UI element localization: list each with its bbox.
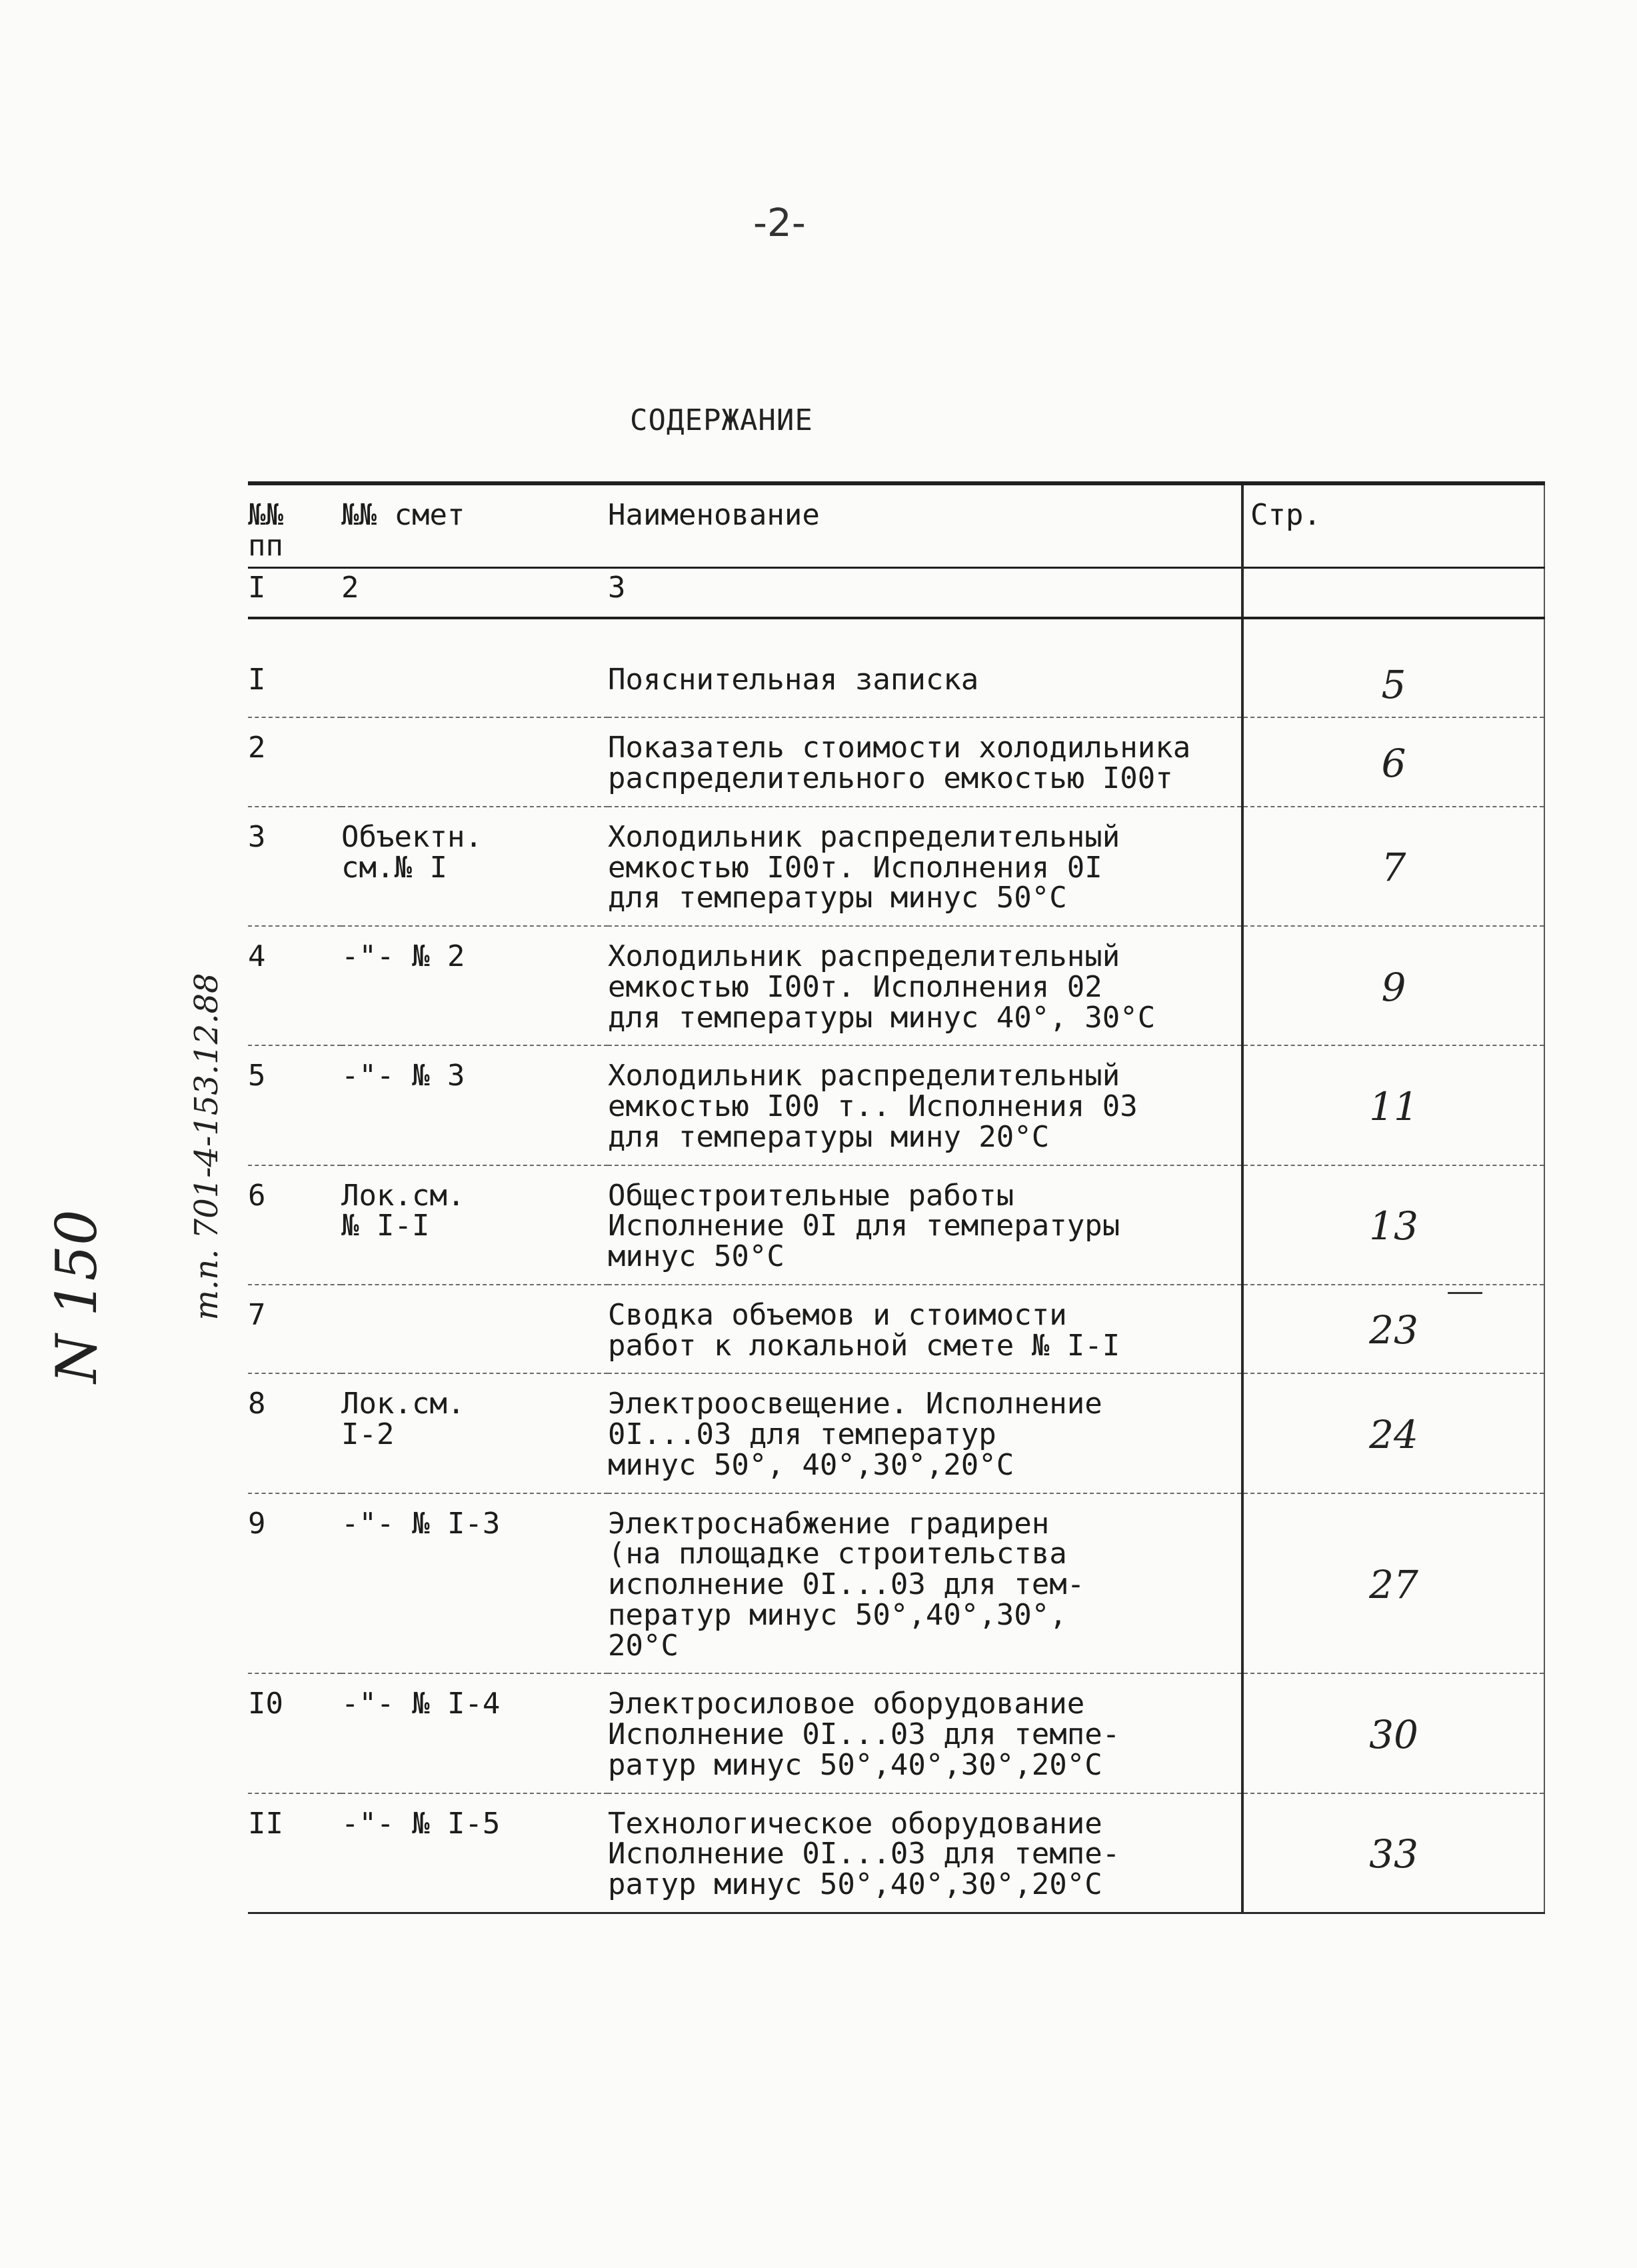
row-page-number: 6 xyxy=(1242,717,1544,807)
row-name: Пояснительная записка xyxy=(608,618,1242,717)
row-page-number: 23 xyxy=(1242,1285,1544,1374)
table-header-row xyxy=(248,483,1544,568)
contents-table xyxy=(248,481,1545,1914)
row-name: Электроснабжение градирен (на площадке строительства исполнение 0I...03 для тем- ператур минус 50°,40°,30°, 20°С xyxy=(608,1493,1242,1674)
row-page-number: 7 xyxy=(1242,807,1544,926)
row-item-number: 5 xyxy=(248,1045,341,1165)
table-row xyxy=(248,1673,1544,1793)
row-estimate-number: -"- № 3 xyxy=(341,1045,608,1165)
row-name: Электроосвещение. Исполнение 0I...03 для температур минус 50°, 40°,30°,20°С xyxy=(608,1373,1242,1493)
row-name: Технологическое оборудование Исполнение 0I...03 для темпе- ратур минус 50°,40°,30°,20°С xyxy=(608,1793,1242,1913)
row-name: Холодильник распределительный емкостью I00 т.. Исполнения 03 для температуры мину 20°С xyxy=(608,1045,1242,1165)
page-number: -2- xyxy=(753,200,806,245)
table-row xyxy=(248,1165,1544,1285)
table-row xyxy=(248,1045,1544,1165)
table-row xyxy=(248,1493,1544,1674)
row-name: Сводка объемов и стоимости работ к локальной смете № I-I xyxy=(608,1285,1242,1374)
row-item-number: I0 xyxy=(248,1673,341,1793)
row-item-number: 4 xyxy=(248,926,341,1045)
row-item-number: 2 xyxy=(248,717,341,807)
margin-handwritten-note: т.п. 701-4-153.12.88 xyxy=(188,973,225,1321)
header-page: Стр. xyxy=(1242,483,1544,568)
row-page-number: 30 xyxy=(1242,1673,1544,1793)
row-estimate-number xyxy=(341,618,608,717)
table-row xyxy=(248,1793,1544,1913)
table-row xyxy=(248,1285,1544,1374)
row-estimate-number: -"- № I-4 xyxy=(341,1673,608,1793)
row-page-number: 5 xyxy=(1242,618,1544,717)
row-page-number: 9 xyxy=(1242,926,1544,1045)
row-estimate-number: -"- № I-5 xyxy=(341,1793,608,1913)
row-item-number: II xyxy=(248,1793,341,1913)
row-item-number: 3 xyxy=(248,807,341,926)
row-estimate-number xyxy=(341,1285,608,1374)
table-row xyxy=(248,1373,1544,1493)
margin-handwritten-number: N 150 xyxy=(44,1209,109,1383)
column-index-empty xyxy=(1242,568,1544,619)
row-page-number: 11 xyxy=(1242,1045,1544,1165)
row-estimate-number: -"- № 2 xyxy=(341,926,608,1045)
row-item-number: 6 xyxy=(248,1165,341,1285)
row-page-number: 33 xyxy=(1242,1793,1544,1913)
table-row xyxy=(248,717,1544,807)
header-name: Наименование xyxy=(608,483,1242,568)
row-estimate-number: Объектн. см.№ I xyxy=(341,807,608,926)
column-index: 3 xyxy=(608,568,1242,619)
row-name: Показатель стоимости холодильника распределительного емкостью I00т xyxy=(608,717,1242,807)
row-name: Общестроительные работы Исполнение 0I для температуры минус 50°С xyxy=(608,1165,1242,1285)
column-index: 2 xyxy=(341,568,608,619)
header-item-number: №№ пп xyxy=(248,483,341,568)
header-estimate-number: №№ смет xyxy=(341,483,608,568)
table-row xyxy=(248,926,1544,1045)
row-item-number: 8 xyxy=(248,1373,341,1493)
row-name: Электросиловое оборудование Исполнение 0I...03 для темпе- ратур минус 50°,40°,30°,20°С xyxy=(608,1673,1242,1793)
row-estimate-number: -"- № I-3 xyxy=(341,1493,608,1674)
table-row xyxy=(248,807,1544,926)
row-estimate-number xyxy=(341,717,608,807)
document-title: СОДЕРЖАНИЕ xyxy=(630,403,813,437)
row-estimate-number: Лок.см. № I-I xyxy=(341,1165,608,1285)
column-index: I xyxy=(248,568,341,619)
row-item-number: 9 xyxy=(248,1493,341,1674)
row-page-number: 27 xyxy=(1242,1493,1544,1674)
row-name: Холодильник распределительный емкостью I00т. Исполнения 02 для температуры минус 40°, 30°С xyxy=(608,926,1242,1045)
row-estimate-number: Лок.см. I-2 xyxy=(341,1373,608,1493)
row-item-number: I xyxy=(248,618,341,717)
row-name: Холодильник распределительный емкостью I00т. Исполнения 0I для температуры минус 50°С xyxy=(608,807,1242,926)
row-page-number: 13 xyxy=(1242,1165,1544,1285)
row-item-number: 7 xyxy=(248,1285,341,1374)
column-index-row xyxy=(248,568,1544,619)
contents-table-body xyxy=(248,618,1544,1913)
row-page-number: 24 xyxy=(1242,1373,1544,1493)
table-row xyxy=(248,618,1544,717)
